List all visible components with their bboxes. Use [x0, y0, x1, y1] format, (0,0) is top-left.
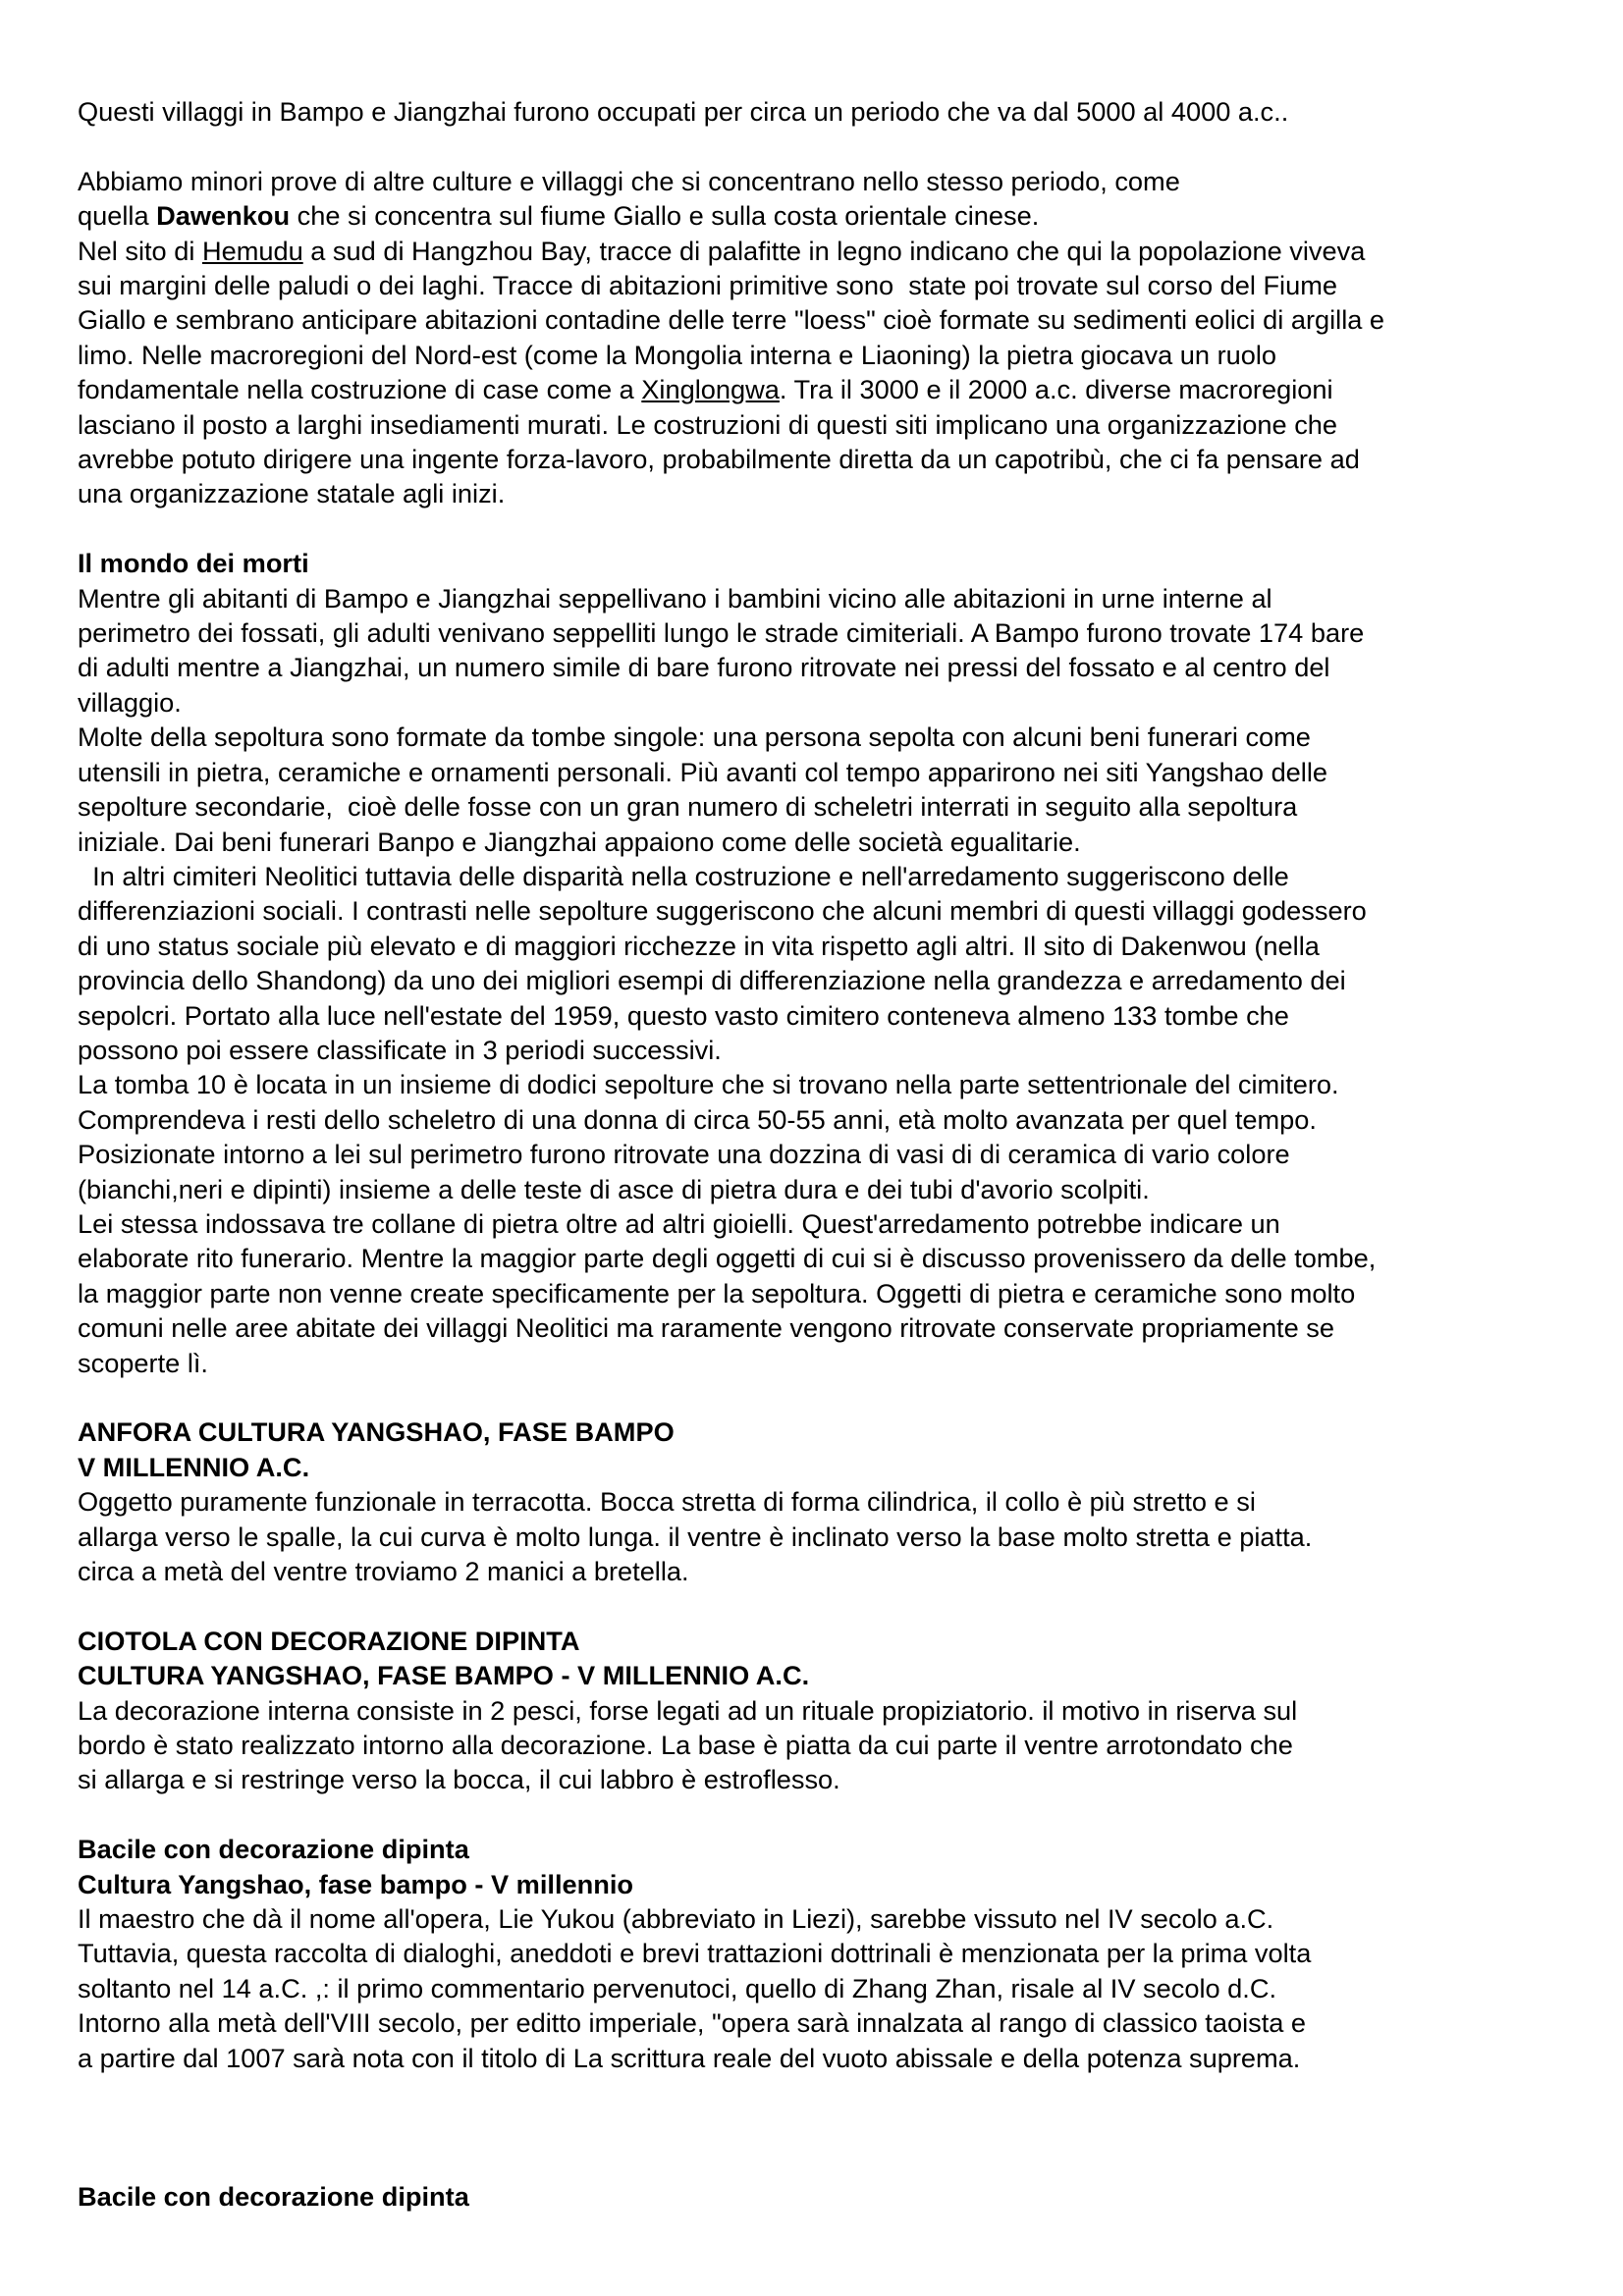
text-line — [78, 1520, 1580, 1554]
text-run: possono poi essere classificate in 3 periodi successivi. — [78, 1034, 722, 1065]
text-run: Tuttavia, questa raccolta di dialoghi, aneddoti e brevi trattazioni dottrinali è menzionata per la prima volta — [78, 1938, 1312, 1969]
text-line — [78, 2179, 1580, 2214]
blank-line — [78, 511, 1580, 546]
text-run: sepolture secondarie, cioè delle fosse con un gran numero di scheletri interrati in seguito alla sepoltura — [78, 791, 1298, 823]
text-run: bordo è stato realizzato intorno alla decorazione. La base è piatta da cui parte il ventre arrotondato che — [78, 1730, 1293, 1761]
text-run: (bianchi,neri e dipinti) insieme a delle teste di asce di pietra dura e dei tubi d'avorio scolpiti. — [78, 1173, 1150, 1204]
text-run: iniziale. Dai beni funerari Banpo e Jiangzhai appaiono come delle società egualitarie. — [78, 826, 1081, 857]
text-run: . Tra il 3000 e il 2000 a.c. diverse macroregioni — [779, 374, 1333, 405]
text-run: Intorno alla metà dell'VIII secolo, per editto imperiale, "opera sarà innalzata al rango di classico taoista e — [78, 2007, 1307, 2039]
text-run: elaborate rito funerario. Mentre la maggior parte degli oggetti di cui si è discusso provenissero da delle tombe, — [78, 1243, 1377, 1274]
text-line — [78, 164, 1580, 198]
bold-text: CIOTOLA CON DECORAZIONE DIPINTA — [78, 1625, 580, 1656]
text-line — [78, 407, 1580, 442]
text-line — [78, 302, 1580, 337]
text-line — [78, 1936, 1580, 1970]
text-run: sepolcri. Portato alla luce nell'estate del 1959, questo vasto cimitero conteneva almeno 133 tombe che — [78, 999, 1289, 1031]
text-run: circa a metà del ventre troviamo 2 manici a bretella. — [78, 1556, 689, 1587]
text-line — [78, 94, 1580, 129]
text-run: La decorazione interna consiste in 2 pesci, forse legati ad un rituale propiziatorio. il motivo in riserva sul — [78, 1694, 1298, 1726]
text-line — [78, 720, 1580, 754]
bold-text: CULTURA YANGSHAO, FASE BAMPO - V MILLENNIO A.C. — [78, 1660, 810, 1691]
text-run: a partire dal 1007 sarà nota con il titolo di La scrittura reale del vuoto abissale e della potenza suprema. — [78, 2042, 1301, 2073]
text-run: Il maestro che dà il nome all'opera, Lie Yukou (abbreviato in Liezi), sarebbe vissuto nel IV secolo a.C. — [78, 1903, 1274, 1935]
text-line — [78, 442, 1580, 476]
text-line — [78, 2005, 1580, 2040]
text-run: La tomba 10 è locata in un insieme di dodici sepolture che si trovano nella parte settentrionale del cimitero. — [78, 1069, 1339, 1100]
text-line — [78, 476, 1580, 510]
text-run: fondamentale nella costruzione di case come a — [78, 374, 642, 405]
text-line — [78, 929, 1580, 963]
text-line — [78, 825, 1580, 859]
text-run: Oggetto puramente funzionale in terracotta. Bocca stretta di forma cilindrica, il collo è più stretto e si — [78, 1486, 1256, 1518]
blank-line — [78, 1797, 1580, 1832]
text-run: allarga verso le spalle, la cui curva è molto lunga. il ventre è inclinato verso la base molto stretta e piatta. — [78, 1521, 1313, 1552]
text-run: una organizzazione statale agli inizi. — [78, 478, 506, 509]
underlined-text: Xinglongwa — [641, 374, 780, 405]
text-line — [78, 2041, 1580, 2075]
text-line — [78, 1310, 1580, 1345]
text-line — [78, 1901, 1580, 1936]
blank-line — [78, 129, 1580, 163]
blank-line — [78, 1380, 1580, 1415]
text-run: perimetro dei fossati, gli adulti venivano seppelliti lungo le strade cimiteriali. A Bampo furono trovate 174 bare — [78, 617, 1365, 649]
text-run: Molte della sepoltura sono formate da tombe singole: una persona sepolta con alcuni beni funerari come — [78, 721, 1311, 753]
text-line — [78, 1276, 1580, 1310]
text-line — [78, 234, 1580, 268]
text-line — [78, 998, 1580, 1033]
text-run: sui margini delle paludi o dei laghi. Tracce di abitazioni primitive sono state poi trovate sul corso del Fiume — [78, 270, 1337, 301]
bold-text: V MILLENNIO A.C. — [78, 1451, 310, 1482]
bold-text: Bacile con decorazione dipinta — [78, 2181, 469, 2213]
text-line — [78, 685, 1580, 720]
text-line — [78, 198, 1580, 233]
text-line — [78, 372, 1580, 406]
text-line — [78, 546, 1580, 580]
text-run: comuni nelle aree abitate dei villaggi Neolitici ma raramente vengono ritrovate conservate propriamente se — [78, 1312, 1335, 1344]
underlined-text: Hemudu — [201, 235, 303, 266]
text-run: Comprendeva i resti dello scheletro di una donna di circa 50-55 anni, età molto avanzata per quel tempo. — [78, 1103, 1317, 1135]
text-run: di uno status sociale più elevato e di maggiori ricchezze in vita rispetto agli altri. Il sito di Dakenwou (nella — [78, 930, 1320, 961]
text-run: di adulti mentre a Jiangzhai, un numero simile di bare furono ritrovate nei pressi del fossato e al centro del — [78, 652, 1330, 683]
text-line — [78, 1624, 1580, 1658]
text-line — [78, 1867, 1580, 1901]
text-line — [78, 1033, 1580, 1067]
text-line — [78, 1762, 1580, 1796]
text-run: villaggio. — [78, 686, 182, 718]
text-run: soltanto nel 14 a.C. ,: il primo commentario pervenutoci, quello di Zhang Zhan, risale al IV secolo d.C. — [78, 1972, 1277, 2003]
text-line — [78, 1658, 1580, 1692]
text-run: Mentre gli abitanti di Bampo e Jiangzhai seppellivano i bambini vicino alle abitazioni in urne interne al — [78, 582, 1272, 614]
text-run: scoperte lì. — [78, 1347, 208, 1378]
blank-line — [78, 1588, 1580, 1623]
text-run: che si concentra sul fiume Giallo e sulla costa orientale cinese. — [290, 200, 1040, 232]
document-page — [78, 94, 1580, 2214]
text-line — [78, 1832, 1580, 1866]
text-line — [78, 1137, 1580, 1171]
text-line — [78, 789, 1580, 824]
text-run: limo. Nelle macroregioni del Nord-est (come la Mongolia interna e Liaoning) la pietra giocava un ruolo — [78, 339, 1277, 370]
text-line — [78, 1241, 1580, 1275]
text-line — [78, 338, 1580, 372]
text-line — [78, 1415, 1580, 1449]
text-run: lasciano il posto a larghi insediamenti murati. Le costruzioni di questi siti implicano una organizzazione che — [78, 408, 1338, 440]
text-line — [78, 615, 1580, 650]
text-line — [78, 268, 1580, 302]
text-run: Giallo e sembrano anticipare abitazioni contadine delle terre "loess" cioè formate su sedimenti eolici di argilla e — [78, 304, 1385, 336]
text-run: utensili in pietra, ceramiche e ornamenti personali. Più avanti col tempo apparirono nei siti Yangshao delle — [78, 756, 1328, 787]
text-line — [78, 1172, 1580, 1206]
text-line — [78, 581, 1580, 615]
text-line — [78, 755, 1580, 789]
bold-text: Dawenkou — [156, 200, 291, 232]
text-run: Questi villaggi in Bampo e Jiangzhai furono occupati per circa un periodo che va dal 5000 al 4000 a.c.. — [78, 96, 1289, 127]
text-line — [78, 1102, 1580, 1137]
text-run: provincia dello Shandong) da uno dei migliori esempi di differenziazione nella grandezza e arredamento dei — [78, 965, 1346, 996]
text-run: Lei stessa indossava tre collane di pietra oltre ad altri gioielli. Quest'arredamento potrebbe indicare un — [78, 1207, 1280, 1239]
text-run: a sud di Hangzhou Bay, tracce di palafitte in legno indicano che qui la popolazione viveva — [302, 235, 1366, 266]
text-line — [78, 1346, 1580, 1380]
text-line — [78, 1693, 1580, 1728]
text-run: quella — [78, 200, 157, 232]
bold-text: Bacile con decorazione dipinta — [78, 1834, 469, 1865]
bold-text: Il mondo dei morti — [78, 548, 309, 579]
text-run: Abbiamo minori prove di altre culture e villaggi che si concentrano nello stesso periodo, come — [78, 165, 1180, 196]
text-run: si allarga e si restringe verso la bocca, il cui labbro è estroflesso. — [78, 1764, 840, 1795]
text-line — [78, 1450, 1580, 1484]
text-line — [78, 1554, 1580, 1588]
text-line — [78, 963, 1580, 997]
text-run: avrebbe potuto dirigere una ingente forza-lavoro, probabilmente diretta da un capotribù, che ci fa pensare ad — [78, 444, 1360, 475]
text-run: la maggior parte non venne create specificamente per la sepoltura. Oggetti di pietra e ceramiche sono molto — [78, 1277, 1356, 1308]
bold-text: ANFORA CULTURA YANGSHAO, FASE BAMPO — [78, 1416, 675, 1448]
section-gap — [78, 2075, 1580, 2179]
text-run: Nel sito di — [78, 235, 202, 266]
text-line — [78, 1484, 1580, 1519]
text-line — [78, 650, 1580, 684]
text-run: differenziazioni sociali. I contrasti nelle sepolture suggeriscono che alcuni membri di questi villaggi godessero — [78, 895, 1367, 927]
text-run: In altri cimiteri Neolitici tuttavia delle disparità nella costruzione e nell'arredamento suggeriscono delle — [78, 860, 1289, 891]
text-line — [78, 859, 1580, 893]
text-line — [78, 893, 1580, 928]
text-line — [78, 1206, 1580, 1241]
text-line — [78, 1067, 1580, 1101]
text-line — [78, 1728, 1580, 1762]
text-run: Posizionate intorno a lei sul perimetro furono ritrovate una dozzina di vasi di di ceramica di vario colore — [78, 1139, 1290, 1170]
bold-text: Cultura Yangshao, fase bampo - V millennio — [78, 1868, 634, 1899]
text-line — [78, 1971, 1580, 2005]
